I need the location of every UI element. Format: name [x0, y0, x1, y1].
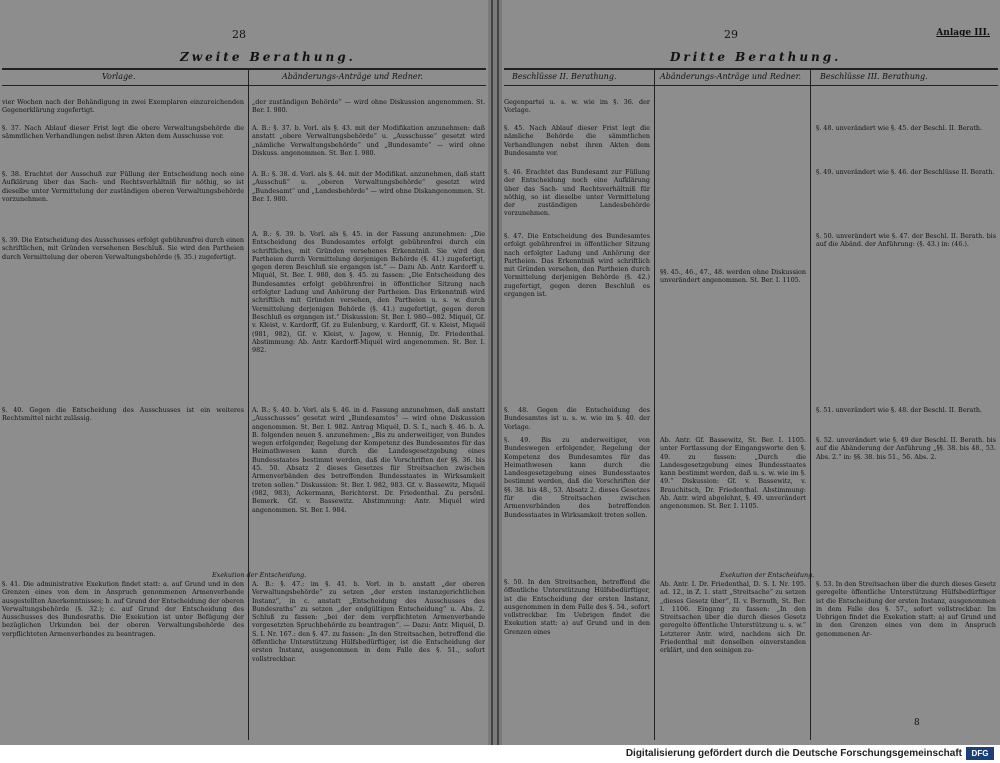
left-page — [0, 0, 488, 745]
vorlage-text: §. 37. Nach Ablauf dieser Frist legt die obere Verwaltungsbehörde die sämmtlichen Verhandlungen nebst ihren Akten dem Ausschusse vor. — [2, 124, 244, 141]
antrag-text: A. B.: §. 47.: im §. 41. b. Vorl. in b. anstatt „der oberen Verwaltungsbehörde“ zu setzen „der ersten instanzgerichtlichen Instanz“, in c. anstatt „Entscheidung des Ausschusses des Bundesraths“ zu setzen „der endgültigen Entscheidung“ u. Abs. 2. Schluß zu fassen: „bei der dem verpflichteten Armenverbande vorgesetzten Spruchbehörde zu beantragen“. — Dazu: Antr. Miquél, D. S. I. Nr. 167.: den §. 47. zu fassen: „In den Streitsachen, betreffend die öffentliche Unterstützung Hülfsbedürftiger, ist die Entscheidung der ersten Instanz, ausgenommen in dem Falle des §. 51., sofort vollstreckbar. — [252, 580, 485, 663]
beschluss3-text: §. 49. unverändert wie §. 46. der Beschlüsse II. Berath. — [816, 168, 995, 176]
rule — [2, 85, 486, 86]
col-header-beschl3: Beschlüsse III. Berathung. — [820, 72, 928, 81]
beschluss-text: §. 47. Die Entscheidung des Bundesamtes erfolgt gebührenfrei in öffentlicher Sitzung nach erfolgter Ladung und Anhörung der Partheien. Das Erkenntniß wird schriftlich mit Gründen versehen, den Partheien durch Vermittelung derjenigen Behörde (§. 42.) zugefertigt, gegen deren Beschluß es ergangen ist. — [504, 232, 650, 299]
page-number-left: 28 — [232, 28, 246, 41]
vorlage-text: vier Wochen nach der Behändigung in zwei Exemplaren einzureichenden Gegenerklärung zugefertigt. — [2, 98, 244, 115]
vorlage-text: §. 39. Die Entscheidung des Ausschusses erfolgt gebührenfrei durch einen schriftlichen, mit Gründen versehenen Beschluß. Sie wird den Partheien durch Vermittelung der oberen Verwaltungsbehörde (§. 35.) zugefertigt. — [2, 236, 244, 261]
footer-bar — [0, 745, 1000, 763]
antrag-text: Ab. Antr. I. Dr. Friedenthal, D. S. I. Nr. 195. ad. 12., in Z. 1. statt „Streitsache“ zu setzen „dieses Gesetz über“, II. v. Bernuth, St. Ber. I. 1106. Eingang zu fassen: „In den Streitsachen über die durch dieses Gesetz geregelte öffentliche Unterstützung u. s. w.“ Letzterer Antr. wird, nachdem sich Dr. Friedenthal mit denselben einverstanden erklärt, und den seinigen zu- — [660, 580, 806, 655]
footer-credit: Digitalisierung gefördert durch die Deutsche Forschungsgemeinschaft — [625, 748, 962, 759]
dfg-logo: DFG — [966, 747, 994, 760]
beschluss3-text: §. 48. unverändert wie §. 45. der Beschl. II. Berath. — [816, 124, 983, 132]
column-divider — [248, 68, 249, 740]
antrag-text: Ab. Antr. Gf. Bassewitz, St. Ber. I. 1105. unter Fortlassung der Eingangsworte den §. 49. zu fassen: „Durch die Landesgesetzgebung eines Bundesstaates kann bestimmt werden, daß u. s. w. wie im §. 49.“ Diskussion: Gf. v. Bassewitz, v. Brauchitsch, Dr. Friedenthal. Abstimmung: Ab. Antr. wird abgelehnt, §. 49. unverändert angenommen. St. Ber. I. 1105. — [660, 436, 806, 511]
antrag-text: §§. 45., 46., 47., 48. werden ohne Diskussion unverändert angenommen. St. Ber. I. 1105. — [660, 268, 806, 285]
beschluss-text: §. 48. Gegen die Entscheidung des Bundesamtes ist u. s. w. wie im §. 40. der Vorlage. — [504, 406, 650, 431]
bottom-page-number: 8 — [914, 718, 920, 728]
page-number-right: 29 — [724, 28, 738, 41]
col-header-antr3: Abänderungs-Anträge und Redner. — [660, 72, 802, 81]
beschluss3-text: §. 53. In den Streitsachen über die durch dieses Gesetz geregelte öffentliche Unterstützung Hülfsbedürftiger ist die Entscheidung der ersten Instanz, ausgenommen in dem Falle des §. 57., sofort vollstreckbar. Im Uebrigen findet die Exekution statt: a) auf Grund und in den Grenzen eines von dem in Anspruch genommenen Ar- — [816, 580, 996, 638]
rule — [504, 68, 998, 70]
beschluss-text: §. 46. Erachtet das Bundesamt zur Füllung der Entscheidung noch eine Aufklärung über das Sach- und Rechtsverhältniß für nöthig, so ist dieselbe unter Vermittelung der zuständigen Landesbehörde vorzunehmen. — [504, 168, 650, 218]
subheading-left: Exekution der Entscheidung. — [212, 571, 307, 579]
anlage-label: Anlage III. — [936, 28, 990, 38]
antrag-text: A. B.: §. 38. d. Vorl. als §. 44. mit der Modifikat. anzunehmen, daß statt „Ausschuß“ u. „oberen Verwaltungsbehörde“ gesetzt wird „Bundesamt“ und „Landesbehörde“ — wird ohne Diskangenommen. St. Ber. I. 980. — [252, 170, 485, 203]
antrag-text: „der zuständigen Behörde“ — wird ohne Diskussion angenommen. St. Ber. I. 980. — [252, 98, 485, 115]
antrag-text: A. B.: §. 39. b. Vorl. als §. 45. in der Fassung anzunehmen: „Die Entscheidung des Bundesamtes erfolgt gebührenfrei durch ein schriftliches, mit Gründen versehenes Erkenntniß. Sie wird den Partheien durch Vermittelung derjenigen Behörde (§. 41.) zugefertigt, gegen deren Beschluß sie ergangen ist.“ — Dazu Ab. Antr. Kardorff u. Miquél, St. Ber. I. 980, den §. 45. zu fassen: „Die Entscheidung des Bundesamtes erfolgt gebührenfrei in öffentlicher Sitzung nach erfolgter Ladung und Anhörung der Partheien. Das Erkenntniß wird schriftlich mit Gründen versehen, den Partheien u. s. w. durch Vermittelung derjenigen Behörde (§. 41.) zugefertigt, gegen deren Beschluß es ergangen ist.“ Diskussion: St. Ber. I. 980—982. Miquél, Gf. v. Kleist, v. Kardorff, Gf. zu Eulenburg, v. Kardorff, Gf. v. Kleist, Miquél (981, 982), Gf. v. Kleist, v. Jagow, v. Hennig, Dr. Friedenthal. Abstimmung: Ab. Antr. Kardorff-Miquél wird angenommen. St. Ber. I. 982. — [252, 230, 485, 355]
rule — [2, 68, 486, 70]
beschluss3-text: §. 52. unverändert wie §. 49 der Beschl. II. Berath. bis auf die Abänderung der Anführung „§§. 38. bis 48., 53. Abs. 2.“ in: §§. 38. bis 51., 56. Abs. 2. — [816, 436, 996, 461]
vorlage-text: §. 38. Erachtet der Ausschuß zur Füllung der Entscheidung noch eine Aufklärung über das Sach- und Rechtsverhältniß für nöthig, so ist dieselbe unter Vermittelung der zuständigen oberen Verwaltungsbehörde vorzunehmen. — [2, 170, 244, 203]
vorlage-text: §. 41. Die administrative Exekution findet statt: a. auf Grund und in den Grenzen eines von dem in Anspruch genommenen Armenverbande ausgestellten Anerkenntnisses; b. auf Grund der Entscheidung der oberen Verwaltungsbehörde (§. 32.); c. auf Grund der Entscheidung des Ausschusses des Bundesraths. Die Exekution ist unter Befügung der bezüglichen Urkunden bei der oberen Verwaltungsbehörde des verpflichteten Armenverbandes zu beantragen. — [2, 580, 244, 638]
beschluss-text: §. 50. In den Streitsachen, betreffend die öffentliche Unterstützung Hülfsbedürftiger, ist die Entscheidung der ersten Instanz, ausgenommen in dem Falle des §. 54., sofort vollstreckbar. Im Uebrigen findet die Exekution statt: a) auf Grund und in den Grenzen eines — [504, 578, 650, 636]
book-gutter — [488, 0, 502, 745]
vorlage-text: §. 40. Gegen die Entscheidung des Ausschusses ist ein weiteres Rechtsmittel nicht zulässig. — [2, 406, 244, 423]
subheading-right: Exekution der Entscheidung. — [720, 571, 815, 579]
rule — [504, 85, 998, 86]
beschluss-text: Gegenpartei u. s. w. wie im §. 36. der Vorlage. — [504, 98, 650, 115]
beschluss3-text: §. 51. unverändert wie §. 48. der Beschl. II. Berath. — [816, 406, 983, 414]
col-header-vorlage: Vorlage. — [102, 72, 136, 81]
column-divider — [654, 68, 655, 740]
beschluss-text: §. 49. Bis zu anderweitiger, von Bundeswegen erfolgender, Regelung der Kompetenz des Bundesamtes für das Heimathwesen kann durch die Landesgesetzgebung eines Bundesstaates bestimmt werden, daß die Vorschriften der §§. 38. bis 48., 53. Absatz 2. dieses Gesetzes für die Streitsachen zwischen Armenverbänden des betreffenden Bundesstaates in Wirksamkeit treten sollen. — [504, 436, 650, 519]
antrag-text: A. B.: §. 40. b. Vorl. als §. 46. in d. Fassung anzunehmen, daß anstatt „Ausschusses“ gesetzt wird „Bundesamtes“ — wird ohne Diskussion angenommen. St. Ber. I. 982. Antrag Miquél, D. S. I., nach §. 46. b. A. B. folgenden neuen §. anzunehmen: „Bis zu anderweitiger, von Bundes wegen erfolgender, Regelung der Kompetenz des Bundesamtes für das Heimathwesen kann durch die Landesgesetzgebung eines Bundesstaates bestimmt werden, daß die Vorschriften der §§. 36. bis 45. 50. Absatz 2 dieses Gesetzes für Streitsachen zwischen Armenverbänden des betreffenden Bundesstaates in Wirksamkeit treten sollen.“ Diskussion: St. Ber. I. 982, 983. Gf. v. Bassewitz, Miquél (982, 983), Ackermann, Berichterst. Dr. Friedenthal. Zu persönl. Bemerk. Gf. v. Bassewitz. Abstimmung: Antr. Miquél wird angenommen. St. Ber. I. 984. — [252, 406, 485, 514]
beschluss3-text: §. 50. unverändert wie §. 47. der Beschl. II. Berath. bis auf die Abänd. der Anführung: (§. 43.) in: (46.). — [816, 232, 996, 249]
right-page — [502, 0, 1000, 745]
heading-right: Dritte Berathung. — [670, 50, 842, 64]
heading-left: Zweite Berathung. — [180, 50, 356, 64]
beschluss-text: §. 45. Nach Ablauf dieser Frist legt die nämliche Behörde die sämmtlichen Verhandlungen nebst ihren Akten dem Bundesamte vor. — [504, 124, 650, 157]
col-header-beschl2: Beschlüsse II. Berathung. — [512, 72, 617, 81]
col-header-antraege: Abänderungs-Anträge und Redner. — [282, 72, 424, 81]
antrag-text: A. B.: §. 37. b. Vorl. als §. 43. mit der Modifikation anzunehmen: daß anstatt „obere Verwaltungsbehörde“ u. „Ausschusse“ gesetzt wird „nämliche Verwaltungsbehörde“ und „Bundesamte“ — wird ohne Diskuss. angenommen. St. Ber. I. 980. — [252, 124, 485, 157]
column-divider — [810, 68, 811, 740]
